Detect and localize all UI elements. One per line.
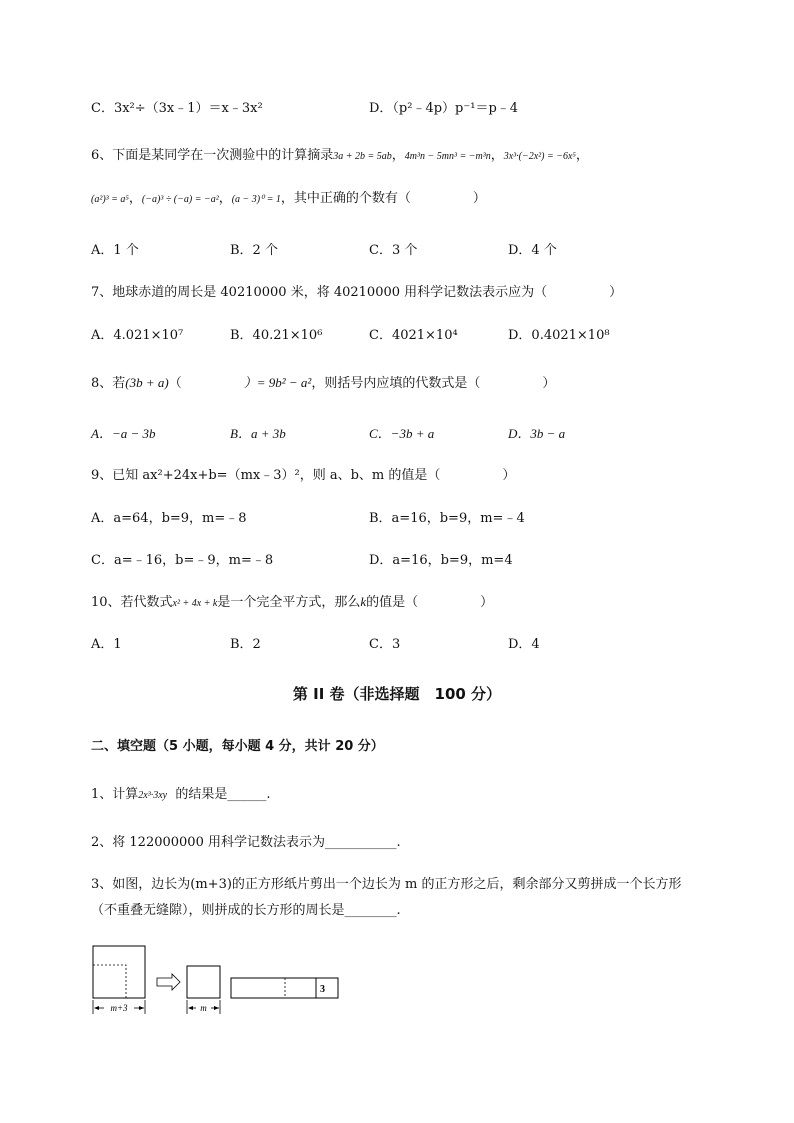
big-square (93, 946, 145, 998)
q5-option-d: D．（p²﹣4p）p⁻¹＝p﹣4 (369, 101, 519, 116)
fill-q1-prefix: 1、计算 (91, 787, 139, 802)
hollow-arrow-icon (157, 974, 180, 990)
q8-option-b: B．a + 3b (230, 426, 286, 441)
q8-option-a: A．−a − 3b (91, 426, 156, 441)
label-3: 3 (320, 984, 325, 995)
q9-close-paren: ） (502, 468, 516, 483)
label-m-plus-3: m+3 (110, 1003, 128, 1013)
q8-open-paren: （ (168, 376, 182, 391)
fill-question-3-line-1: 3、如图，边长为(m+3)的正方形纸片剪出一个边长为 m 的正方形之后，剩余部分又剪拼成一个长方形 (91, 877, 682, 892)
q9-option-b: B．a=16，b=9，m=﹣4 (369, 511, 525, 526)
q7-close-paren: ） (609, 285, 623, 300)
q9-option-a: A．a=64，b=9，m=﹣8 (91, 511, 247, 526)
small-square (187, 966, 220, 998)
q8-prefix: 8、若 (91, 376, 126, 391)
q6-option-a: A．1 个 (91, 243, 139, 258)
q10-option-c: C．3 (369, 637, 401, 652)
q6-close-paren: ） (472, 191, 486, 206)
label-m: m (200, 1003, 207, 1013)
q8-middle: ）= 9b² − a² (243, 375, 312, 390)
question-10 (91, 593, 493, 613)
q6-expr1: 3a + 2b = 5ab (333, 151, 392, 162)
q8-close-paren: ） (542, 376, 556, 391)
q6-prefix: 6、下面是某同学在一次测验中的计算摘录 (91, 148, 334, 163)
q9-option-d: D．a=16，b=9，m=4 (369, 553, 513, 568)
q6-suffix: ，其中正确的个数有（ (280, 191, 411, 206)
q7-option-d: D．0.4021×10⁸ (508, 328, 610, 343)
q7-text: 7、地球赤道的周长是 40210000 米，将 40210000 用科学记数法表示应为（ (91, 285, 548, 300)
inner-square-dashed (93, 965, 126, 998)
fill-question-2: 2、将 122000000 用科学记数法表示为___________. (91, 835, 401, 850)
question-7 (91, 284, 622, 302)
question-9 (91, 467, 515, 485)
q8-option-c: C．−3b + a (369, 426, 435, 441)
q7-option-b: B．40.21×10⁶ (230, 328, 323, 343)
q6-option-d: D．4 个 (508, 243, 557, 258)
q10-option-a: A．1 (91, 637, 122, 652)
q10-middle: 是一个完全平方式，那么 (217, 595, 361, 610)
q9-option-c: C．a=﹣16，b=﹣9，m=﹣8 (91, 553, 274, 568)
q6-expr2: 4m³n − 5mn³ = −m³n (404, 151, 491, 162)
q7-option-a: A．4.021×10⁷ (91, 328, 184, 343)
fill-question-1 (91, 786, 271, 805)
section-title-fill-in: 二、填空题（5 小题，每小题 4 分，共计 20 分） (91, 739, 384, 754)
q8-option-d: D．3b − a (508, 426, 566, 441)
question-6-line-2: (a²)³ = a⁵，(−a)³ ÷ (−a) = −a²，(a − 3)⁰ = 1，其中正确的个数有（ ） (91, 191, 486, 206)
q10-prefix: 10、若代数式 (91, 595, 173, 610)
q6-expr3: 3x³·(−2x²) = −6x⁵ (503, 151, 576, 162)
q6-expr4: (a²)³ = a⁵ (91, 194, 129, 205)
q10-var: k (360, 594, 367, 609)
q10-option-b: B．2 (230, 637, 261, 652)
q6-expr6: (a − 3)⁰ = 1 (231, 194, 281, 205)
q10-option-d: D．4 (508, 637, 540, 652)
q9-text: 9、已知 ax²+24x+b=（mx﹣3）²，则 a、b、m 的值是（ (91, 468, 441, 483)
q10-suffix: 的值是（ (366, 595, 419, 610)
q6-option-c: C．3 个 (369, 243, 418, 258)
fill-q1-suffix: 的结果是______. (175, 787, 271, 802)
q8-expr: (3b + a) (125, 375, 169, 390)
q6-expr5: (−a)³ ÷ (−a) = −a² (141, 194, 219, 205)
fill-question-3-line-2: （不重叠无缝隙），则拼成的长方形的周长是________. (91, 903, 401, 918)
q10-close-paren: ） (480, 595, 494, 610)
question-8 (91, 374, 555, 393)
part-2-title: 第 II 卷（非选择题 100 分） (292, 685, 502, 703)
q7-option-c: C．4021×10⁴ (369, 328, 458, 343)
q5-option-c: C．3x²÷（3x﹣1）＝x﹣3x² (91, 101, 263, 116)
q6-option-b: B．2 个 (230, 243, 278, 258)
q8-suffix: ，则括号内应填的代数式是（ (311, 376, 481, 391)
q10-expr: x² + 4x + k (172, 598, 218, 609)
square-cut-figure (90, 942, 350, 1022)
fill-q1-expr: 2x³·3xy (138, 790, 168, 801)
question-6-line-1: 6、下面是某同学在一次测验中的计算摘录3a + 2b = 5ab，4m³n − 5mn³ = −m³n，3x³·(−2x²) = −6x⁵， (91, 148, 589, 163)
